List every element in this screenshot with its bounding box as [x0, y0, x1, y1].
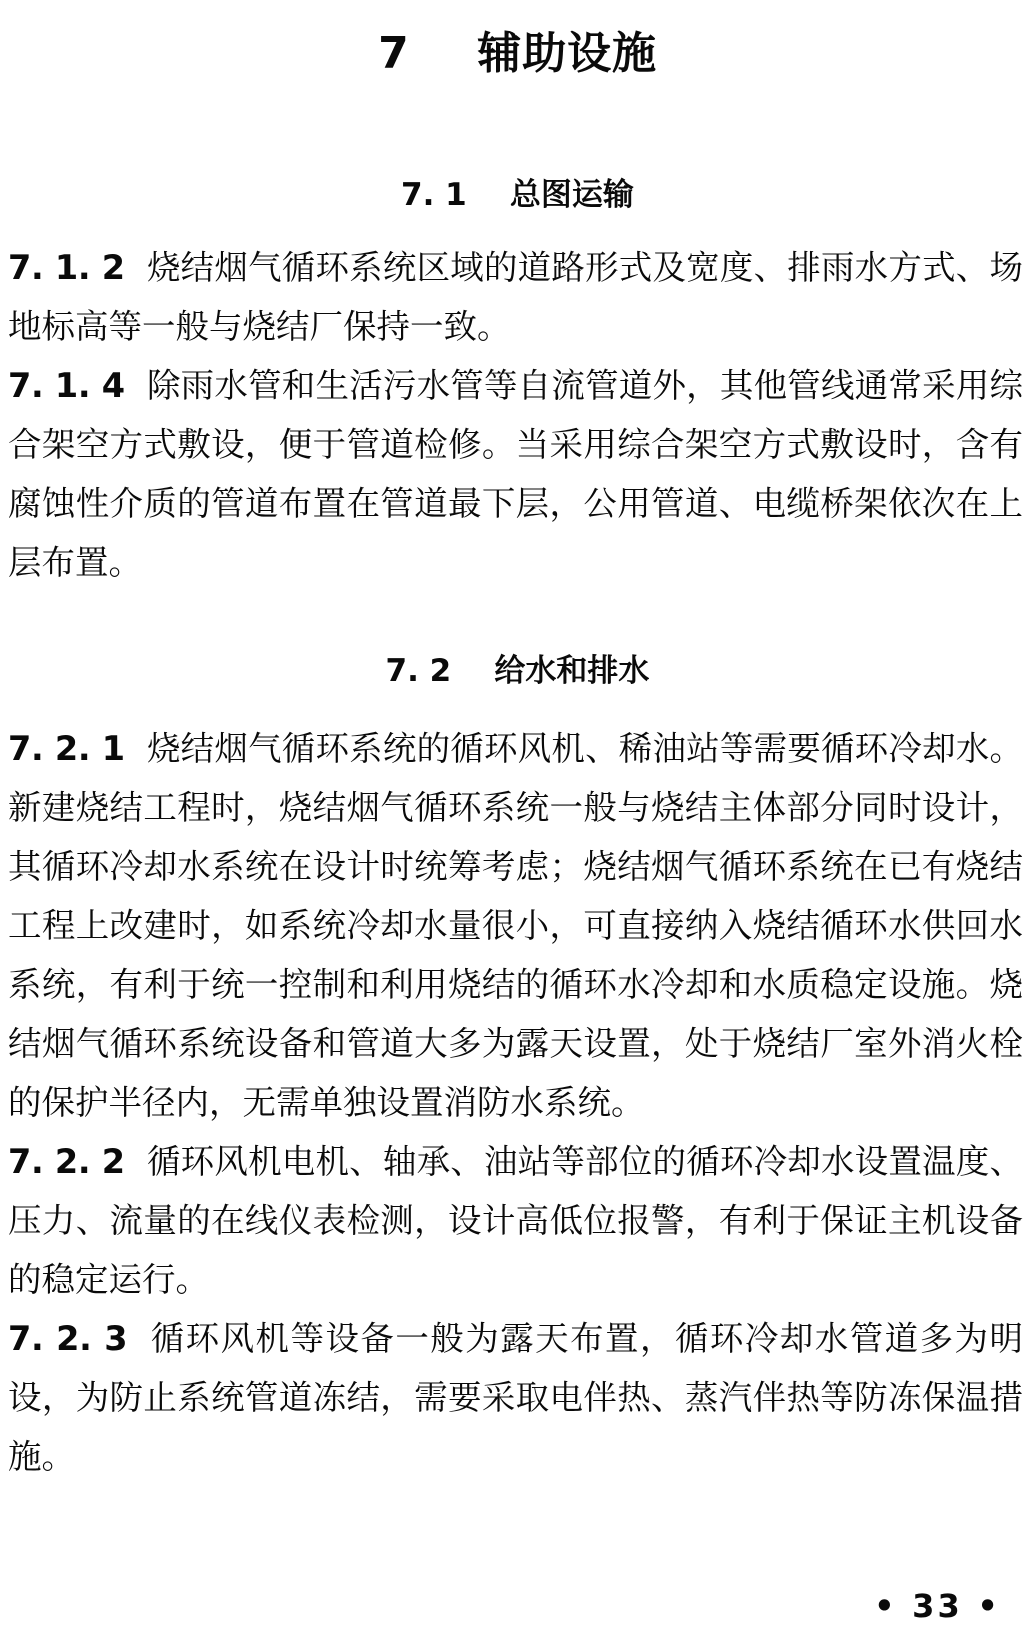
clause-number-7-1-2: 7. 1. 2	[8, 248, 125, 288]
clause-number-7-2-1: 7. 2. 1	[8, 728, 125, 768]
clause-text-7-1-2: 烧结烟气循环系统区域的道路形式及宽度、排雨水方式、场地标高等一般与烧结厂保持一致。	[8, 248, 1023, 347]
clause-7-2-1	[8, 719, 1023, 1132]
section-7-1-body	[0, 238, 1035, 592]
clause-number-7-2-3: 7. 2. 3	[8, 1318, 128, 1358]
clause-text-7-2-2: 循环风机电机、轴承、油站等部位的循环冷却水设置温度、压力、流量的在线仪表检测，设计高低位报警，有利于保证主机设备的稳定运行。	[8, 1141, 1023, 1299]
clause-text-7-2-3: 循环风机等设备一般为露天布置，循环冷却水管道多为明设，为防止系统管道冻结，需要采取电伴热、蒸汽伴热等防冻保温措施。	[8, 1318, 1023, 1476]
clause-7-1-4	[8, 356, 1023, 592]
clause-7-1-2	[8, 238, 1023, 356]
page-number: • 33 •	[874, 1587, 1001, 1625]
clause-text-7-1-4: 除雨水管和生活污水管等自流管道外，其他管线通常采用综合架空方式敷设，便于管道检修。当采用综合架空方式敷设时，含有腐蚀性介质的管道布置在管道最下层，公用管道、电缆桥架依次在上层布置。	[8, 366, 1023, 583]
section-7-2-body	[0, 719, 1035, 1486]
clause-text-7-2-1: 烧结烟气循环系统的循环风机、稀油站等需要循环冷却水。新建烧结工程时，烧结烟气循环系统一般与烧结主体部分同时设计，其循环冷却水系统在设计时统筹考虑；烧结烟气循环系统在已有烧结工程上改建时，如系统冷却水量很小，可直接纳入烧结循环水供回水系统，有利于统一控制和利用烧结的循环水冷却和水质稳定设施。烧结烟气循环系统设备和管道大多为露天设置，处于烧结厂室外消火栓的保护半径内，无需单独设置消防水系统。	[8, 728, 1023, 1122]
clause-7-2-2	[8, 1132, 1023, 1309]
clause-7-2-3	[8, 1309, 1023, 1486]
section-heading-7-2: 7. 2 给水和排水	[385, 653, 650, 690]
clause-number-7-1-4: 7. 1. 4	[8, 366, 125, 406]
chapter-title: 7 辅助设施	[378, 28, 657, 79]
section-heading-7-1: 7. 1 总图运输	[401, 177, 634, 214]
clause-number-7-2-2: 7. 2. 2	[8, 1141, 125, 1181]
